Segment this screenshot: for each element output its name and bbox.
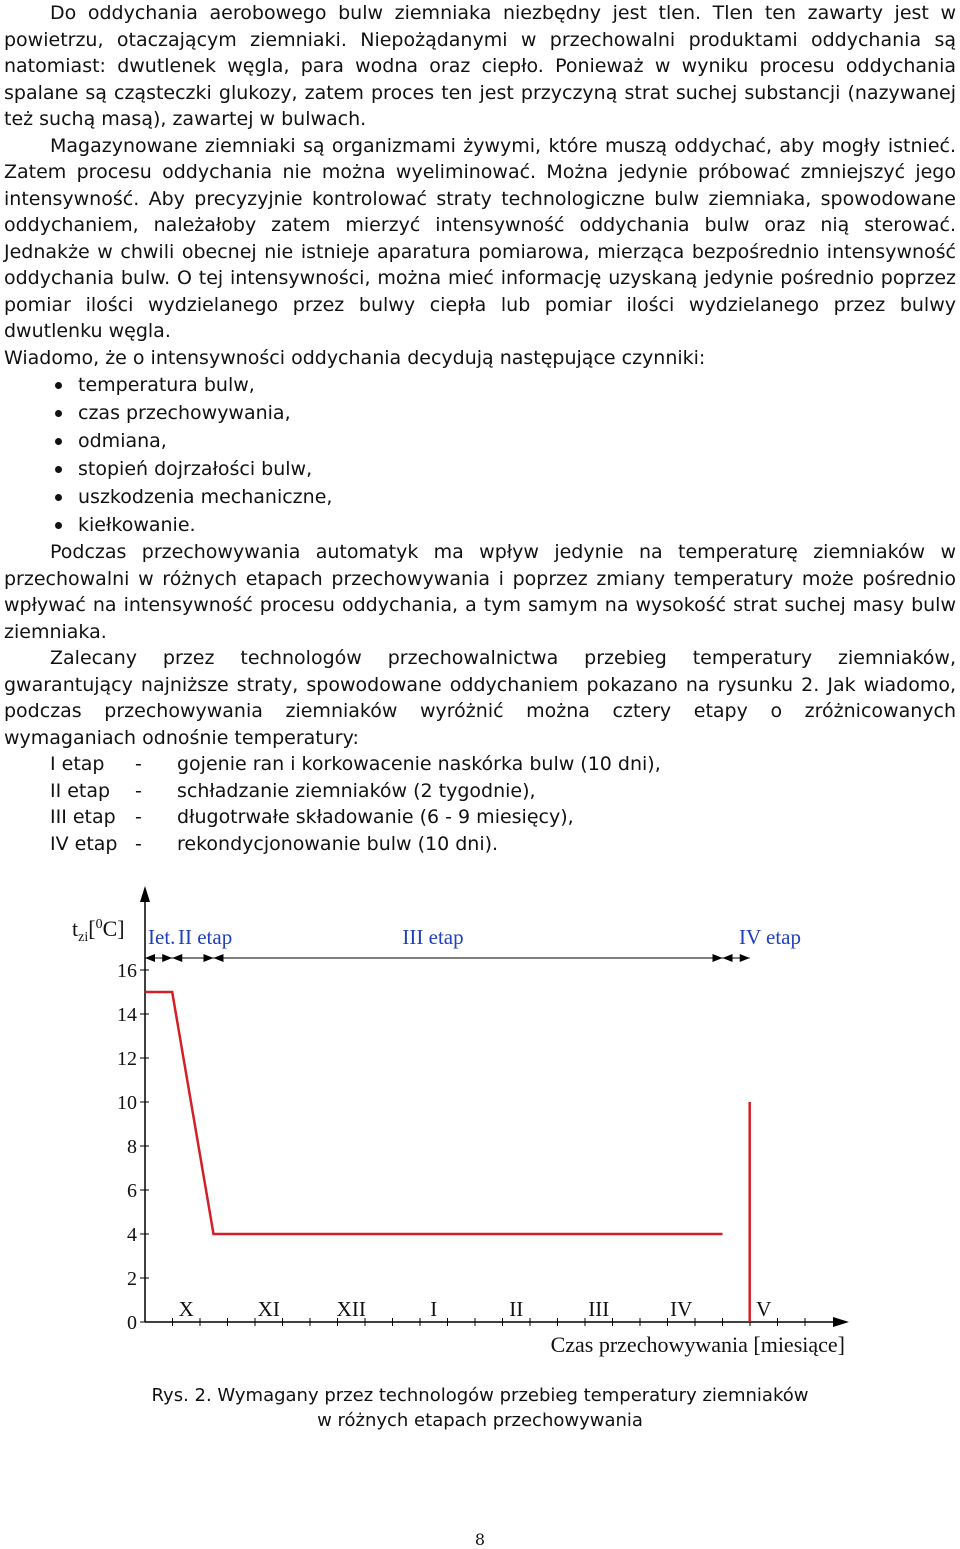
- text-block: [4, 0, 956, 857]
- stage-row: [4, 831, 956, 858]
- list-item: odmiana,: [4, 427, 956, 455]
- x-tick-label: II: [509, 1297, 524, 1321]
- stage-row: [4, 804, 956, 831]
- x-tick-label: IV: [670, 1297, 693, 1321]
- list-item: uszkodzenia mechaniczne,: [4, 483, 956, 511]
- stage-name: IV etap: [50, 832, 118, 855]
- y-tick-label: 2: [127, 1268, 137, 1290]
- x-tick-label: XI: [257, 1297, 280, 1321]
- stage-label: II etap: [178, 925, 233, 949]
- list-item: czas przechowywania,: [4, 399, 956, 427]
- stage-description: rekondycjonowanie bulw (10 dni).: [177, 832, 499, 855]
- y-tick-label: 14: [117, 1004, 137, 1026]
- paragraph-automation: Podczas przechowywania automatyk ma wpływ jedynie na temperaturę ziemniaków w przechowalni w różnych etapach przechowywania i poprzez zmiany temperatury może pośrednio wpływać na intensywność procesu oddychania, a tym samym na wysokość strat suchej masy bulw ziemniaka.: [4, 541, 956, 643]
- stages-list: [4, 751, 956, 857]
- stage-arrow: [203, 954, 213, 962]
- y-tick-label: 4: [127, 1224, 137, 1246]
- stage-name: I etap: [50, 753, 105, 775]
- stage-name: II etap: [50, 779, 111, 802]
- stage-description: schładzanie ziemniaków (2 tygodnie),: [177, 779, 536, 802]
- paragraph-factors-intro: Wiadomo, że o intensywności oddychania decydują następujące czynniki:: [4, 346, 706, 369]
- y-tick-label: 16: [117, 960, 137, 982]
- stage-name: III etap: [50, 806, 116, 828]
- x-tick-label: V: [756, 1297, 772, 1321]
- x-tick-label: III: [588, 1297, 610, 1321]
- stage-arrow: [145, 954, 155, 962]
- temperature-series-line: [145, 992, 723, 1234]
- stage-row: [4, 778, 956, 805]
- paragraph-respiration: Magazynowane ziemniaki są organizmami żywymi, które muszą oddychać, aby mogły istnieć. Zatem procesu oddychania nie można wyeliminować. Można jedynie próbować zmniejszyć jego intensywność. Aby precyzyjnie kontrolować straty technologiczne bulw ziemniaka, spowodowane oddychaniem, należałoby zatem mierzyć intensywność oddychania bulw oraz nią sterować. Jednakże w chwili obecnej nie istnieje aparatura pomiarowa, mierząca bezpośrednio intensywność oddychania bulw. O tej intensywności, można mieć informację uzyskaną jedynie pośrednio poprzez pomiar ilości wydzielanego przez bulwy ciepła lub pomiar ilości wydzielanego przez bulwy dwutlenku węgla.: [4, 134, 956, 342]
- figure-caption: [0, 1383, 960, 1433]
- list-item: kiełkowanie.: [4, 511, 956, 539]
- list-item: temperatura bulw,: [4, 371, 956, 399]
- y-tick-label: 12: [117, 1048, 137, 1070]
- y-tick-label: 10: [117, 1092, 137, 1114]
- stage-dash: -: [135, 779, 142, 802]
- paragraph-oxygen: Do oddychania aerobowego bulw ziemniaka niezbędny jest tlen. Tlen ten zawarty jest w powietrzu, otaczającym ziemniaki. Niepożądanymi w przechowalni produktami oddychania są natomiast: dwutlenek węgla, para wodna oraz ciepło. Ponieważ w wyniku procesu oddychania spalane są cząsteczki glukozy, zatem proces ten jest przyczyną strat suchej substancji (nazywanej też suchą masą), zawartej w bulwach.: [4, 2, 956, 130]
- list-item: stopień dojrzałości bulw,: [4, 455, 956, 483]
- stage-label: Iet.: [148, 925, 176, 949]
- page-number: 8: [474, 1530, 486, 1549]
- stage-arrow: [162, 954, 172, 962]
- stage-row: [4, 751, 956, 778]
- y-axis-arrow: [140, 886, 150, 902]
- stage-dash: -: [135, 753, 142, 775]
- stage-arrow: [713, 954, 723, 962]
- temperature-chart: [0, 878, 960, 1373]
- x-axis-label: Czas przechowywania [miesiące]: [550, 1332, 845, 1357]
- y-tick-label: 6: [127, 1180, 137, 1202]
- stage-description: długotrwałe składowanie (6 - 9 miesięcy),: [177, 806, 574, 828]
- x-tick-label: X: [178, 1297, 194, 1321]
- stage-dash: -: [135, 832, 142, 855]
- stage-label: III etap: [402, 925, 464, 949]
- stage-description: gojenie ran i korkowacenie naskórka bulw (10 dni),: [177, 753, 661, 775]
- stage-arrow: [740, 954, 750, 962]
- stage-dash: -: [135, 806, 142, 828]
- y-axis-label: $t_{zi}[^0C]$: [72, 916, 125, 945]
- factors-list: [4, 371, 956, 539]
- stage-arrow: [723, 954, 733, 962]
- paragraph-recommended: Zalecany przez technologów przechowalnictwa przebieg temperatury ziemniaków, gwarantujący najniższe straty, spowodowane oddychaniem pokazano na rysunku 2. Jak wiadomo, podczas przechowywania ziemniaków wyróżnić można cztery etapy o zróżnicowanych wymaganiach odnośnie temperatury:: [4, 647, 956, 749]
- caption-line-1: Rys. 2. Wymagany przez technologów przebieg temperatury ziemniaków: [151, 1385, 809, 1406]
- y-tick-label: 0: [127, 1312, 137, 1334]
- x-axis-arrow: [833, 1317, 849, 1327]
- y-tick-label: 8: [127, 1136, 137, 1158]
- stage-arrow: [172, 954, 182, 962]
- caption-line-2: w różnych etapach przechowywania: [317, 1410, 643, 1431]
- x-tick-label: I: [430, 1297, 438, 1321]
- stage-arrow: [213, 954, 223, 962]
- stage-label: IV etap: [738, 925, 802, 949]
- x-tick-label: XII: [336, 1297, 366, 1321]
